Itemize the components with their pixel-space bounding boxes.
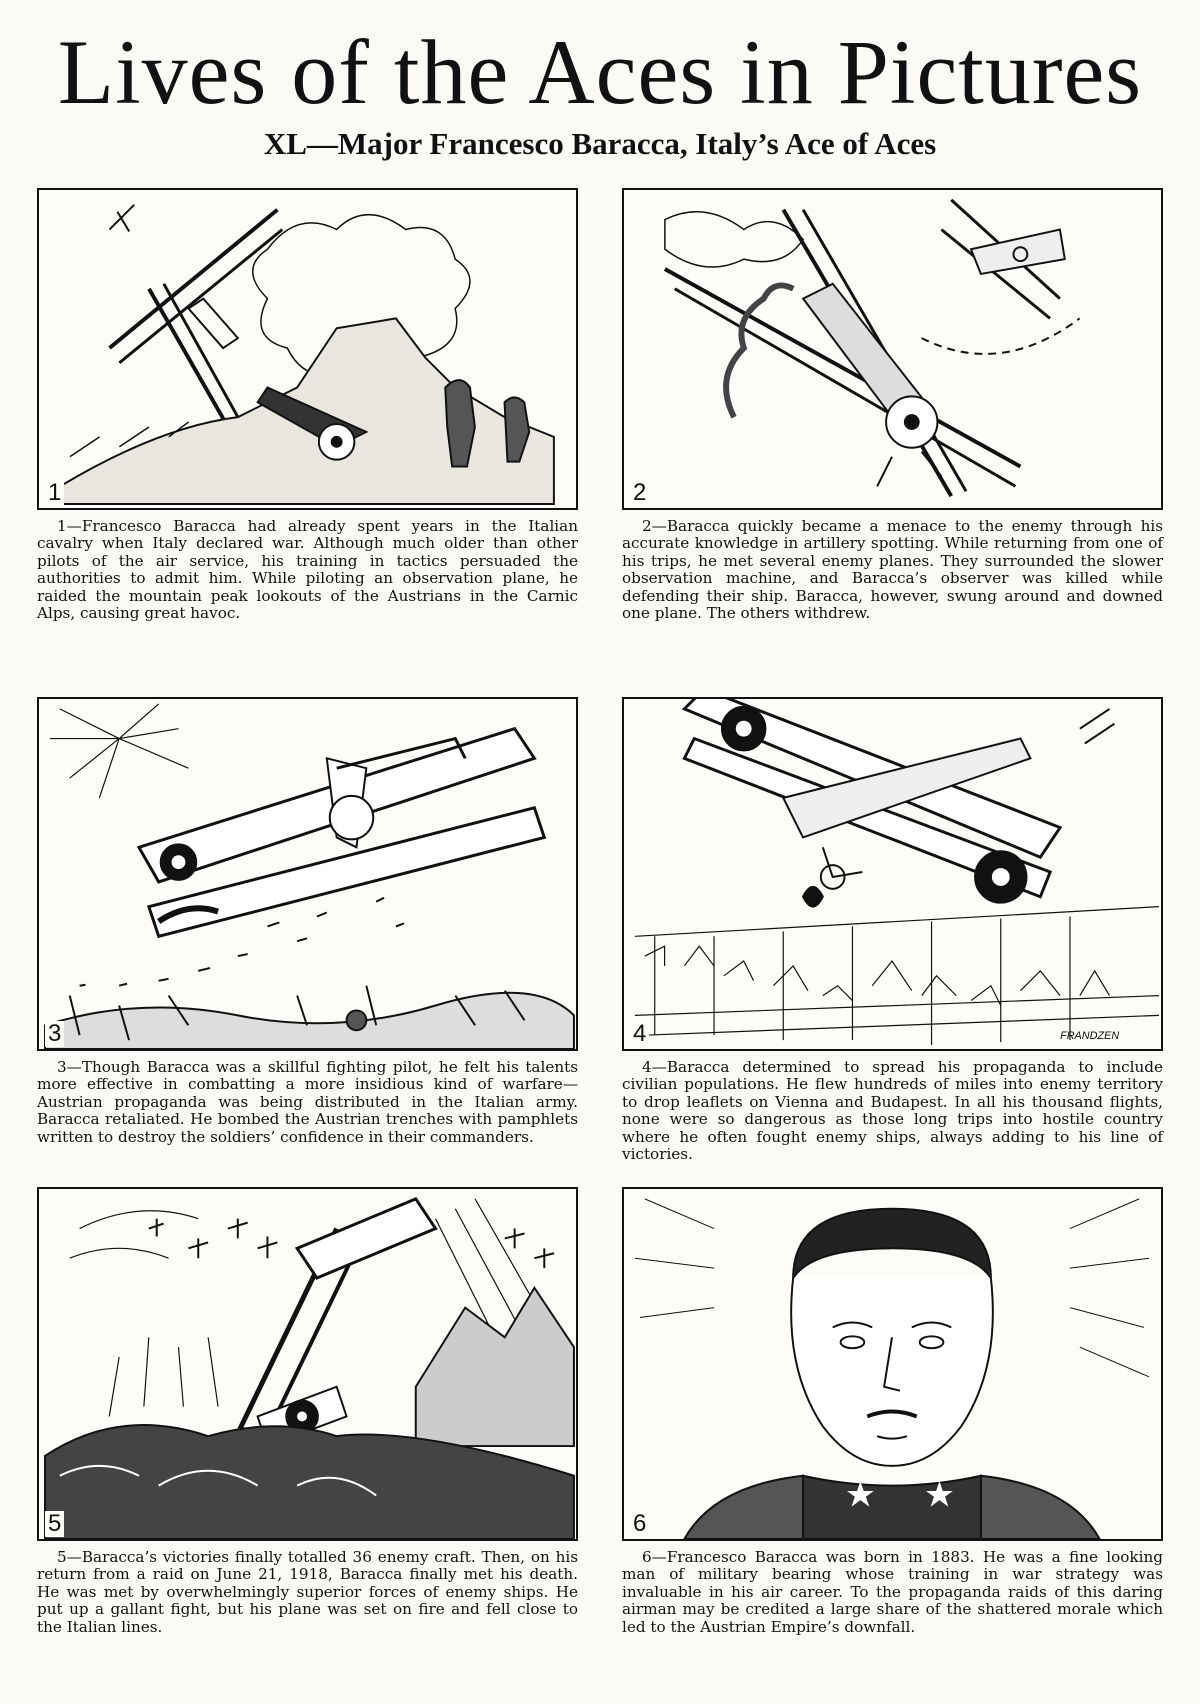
panel-1: [37, 188, 578, 638]
panel-4-caption: 4—Baracca determined to spread his propaganda to include civilian populations. He flew hundreds of miles into enemy territory to drop leaflets on Vienna and Budapest. In all his thousand flights, none were so dangerous as those long trips into hostile country where he often fought enemy ships, always adding to his line of victories.: [622, 1058, 1163, 1164]
panel-6-caption: 6—Francesco Baracca was born in 1883. He was a fine looking man of military bearing whose training in war strategy was invaluable in his air career. To the propaganda raids of this daring airman may be credited a large share of the shattered morale which led to the Austrian Empire’s downfall.: [622, 1548, 1163, 1636]
panel-5: [37, 1187, 578, 1651]
biplane-attack-illustration: [39, 190, 576, 508]
panel-5-caption: 5—Baracca’s victories finally totalled 36 enemy craft. Then, on his return from a raid on June 21, 1918, Baracca finally met his death. He was met by overwhelmingly superior forces of enemy ships. He put up a gallant fight, but his plane was set on fire and fell close to the Italian lines.: [37, 1548, 578, 1636]
panel-2-caption: 2—Baracca quickly became a menace to the enemy through his accurate knowledge in artillery spotting. While returning from one of his trips, he met several enemy planes. They surrounded the slower observation machine, and Baracca’s observer was killed while defending their ship. Baracca, however, swung around and downed one plane. The others withdrew.: [622, 517, 1163, 623]
panel-3-illustration: [37, 697, 578, 1051]
panel-3: [37, 697, 578, 1161]
city-flight-illustration: [624, 699, 1161, 1049]
dogfight-illustration: [624, 190, 1161, 508]
panel-2: [622, 188, 1163, 638]
panel-4-illustration: [622, 697, 1163, 1051]
panel-1-caption: 1—Francesco Baracca had already spent years in the Italian cavalry when Italy declared war. Although much older than other pilots of the air service, his training in tactics persuaded the authorities to admit him. While piloting an observation plane, he raided the mountain peak lookouts of the Austrians in the Carnic Alps, causing great havoc.: [37, 517, 578, 623]
panel-2-illustration: [622, 188, 1163, 510]
panel-4-number: 4: [630, 1021, 649, 1047]
panel-3-caption: 3—Though Baracca was a skillful fighting pilot, he felt his talents more effective in combatting a more insidious kind of warfare—Austrian propaganda was being distributed in the Italian army. Baracca retaliated. He bombed the Austrian trenches with pamphlets written to destroy the soldiers’ confidence in their commanders.: [37, 1058, 578, 1146]
artist-signature: FRANDZEN: [1060, 1030, 1120, 1043]
panel-5-number: 5: [45, 1511, 64, 1537]
crash-illustration: [39, 1189, 576, 1539]
panel-1-number: 1: [45, 480, 64, 506]
panel-1-illustration: [37, 188, 578, 510]
panel-6-illustration: [622, 1187, 1163, 1541]
panel-2-number: 2: [630, 480, 649, 506]
panel-3-number: 3: [45, 1021, 64, 1047]
panel-5-illustration: [37, 1187, 578, 1541]
leaflet-drop-illustration: [39, 699, 576, 1049]
portrait-illustration: [624, 1189, 1161, 1539]
page-title: Lives of the Aces in Pictures: [57, 21, 1143, 123]
panel-6: [622, 1187, 1163, 1651]
panel-4: [622, 697, 1163, 1179]
panel-6-number: 6: [630, 1511, 649, 1537]
page-subtitle: XL—Major Francesco Baracca, Italy’s Ace of Aces: [263, 126, 937, 161]
